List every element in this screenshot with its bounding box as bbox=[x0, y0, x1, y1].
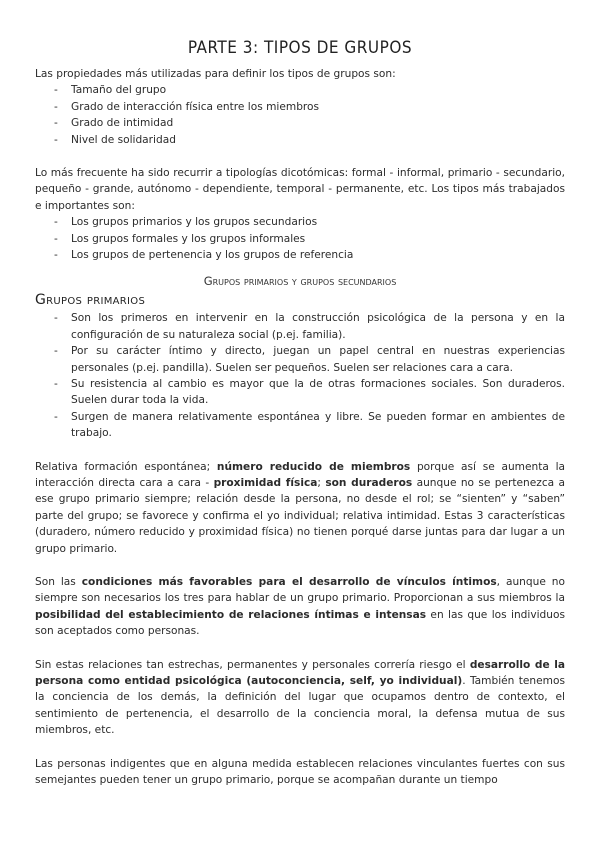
list-item: - Son los primeros en intervenir en la construcción psicológica de la persona y en la configuración de su naturaleza social (p.ej. familia). bbox=[35, 310, 565, 343]
list-item: - Los grupos primarios y los grupos secundarios bbox=[35, 214, 565, 230]
conditions-paragraph: Son las condiciones más favorables para el desarrollo de vínculos íntimos, aunque no siempre son necesarios los tres para hablar de un grupo primario. Proporcionan a sus miembros la posibilidad del establecimiento de relaciones íntimas e intensas en las que los individuos son aceptados como personas. bbox=[35, 575, 565, 638]
primary-groups-list bbox=[35, 310, 565, 441]
bold-term: son duraderos bbox=[325, 476, 413, 489]
types-list bbox=[35, 214, 565, 263]
document-body bbox=[35, 66, 565, 788]
characteristics-paragraph: Relativa formación espontánea; número reducido de miembros porque así se aumenta la interacción directa cara a cara - proximidad física; son duraderos aunque no se pertenezca a ese grupo primario siempre; relación desde la persona, no desde el rol; se “sienten” y “saben” parte del grupo; se favorece y confirma el yo individual; relativa intimidad. Estas 3 características (duradero, número reducido y proximidad física) no tienen porqué darse juntas para dar lugar a un grupo primario. bbox=[35, 460, 566, 555]
list-item: - Nivel de solidaridad bbox=[35, 132, 565, 148]
list-item: - Tamaño del grupo bbox=[35, 82, 565, 98]
bold-term: proximidad física bbox=[213, 476, 318, 489]
typologies-paragraph: Lo más frecuente ha sido recurrir a tipologías dicotómicas: formal - informal, primario - secundario, pequeño - grande, autónomo - dependiente, temporal - permanente, etc. Los tipos más trabajados e importantes son: bbox=[35, 167, 565, 212]
properties-list bbox=[35, 82, 565, 148]
development-paragraph: Sin estas relaciones tan estrechas, permanentes y personales correría riesgo el desarrollo de la persona como entidad psicológica (autoconciencia, self, yo individual). También tenemos la conciencia de los demás, la definición del lugar que ocupamos dentro de contexto, el sentimiento de pertenencia, el desarrollo de la conciencia moral, la defensa mutua de sus miembros, etc. bbox=[35, 658, 565, 737]
bold-term: desarrollo de la persona como entidad psicológica (autoconciencia, self, yo individual) bbox=[35, 658, 565, 687]
page-title: PARTE 3: TIPOS DE GRUPOS bbox=[187, 38, 413, 58]
bold-term: posibilidad del establecimiento de relaciones íntimas e intensas bbox=[35, 608, 427, 621]
sub-heading: Grupos primarios bbox=[35, 291, 146, 308]
list-item: - Su resistencia al cambio es mayor que la de otras formaciones sociales. Son duraderos. Suelen durar toda la vida. bbox=[35, 376, 565, 409]
list-item: - Surgen de manera relativamente espontánea y libre. Se pueden formar en ambientes de trabajo. bbox=[35, 409, 565, 442]
indigent-paragraph: Las personas indigentes que en alguna medida establecen relaciones vinculantes fuertes con sus semejantes pueden tener un grupo primario, porque se acompañan durante un tiempo bbox=[35, 757, 565, 787]
list-item: - Los grupos de pertenencia y los grupos de referencia bbox=[35, 247, 565, 263]
list-item: - Por su carácter íntimo y directo, juegan un papel central en nuestras experiencias personales (p.ej. pandilla). Suelen ser pequeños. Suelen ser relaciones cara a cara. bbox=[35, 343, 565, 376]
list-item: - Grado de interacción física entre los miembros bbox=[35, 99, 565, 115]
intro-paragraph: Las propiedades más utilizadas para definir los tipos de grupos son: bbox=[35, 68, 396, 80]
bold-term: número reducido de miembros bbox=[216, 460, 411, 473]
list-item: - Grado de intimidad bbox=[35, 115, 565, 131]
list-item: - Los grupos formales y los grupos informales bbox=[35, 231, 565, 247]
bold-term: condiciones más favorables para el desarrollo de vínculos íntimos bbox=[81, 575, 497, 588]
section-heading: Grupos primarios y grupos secundarios bbox=[203, 274, 397, 289]
